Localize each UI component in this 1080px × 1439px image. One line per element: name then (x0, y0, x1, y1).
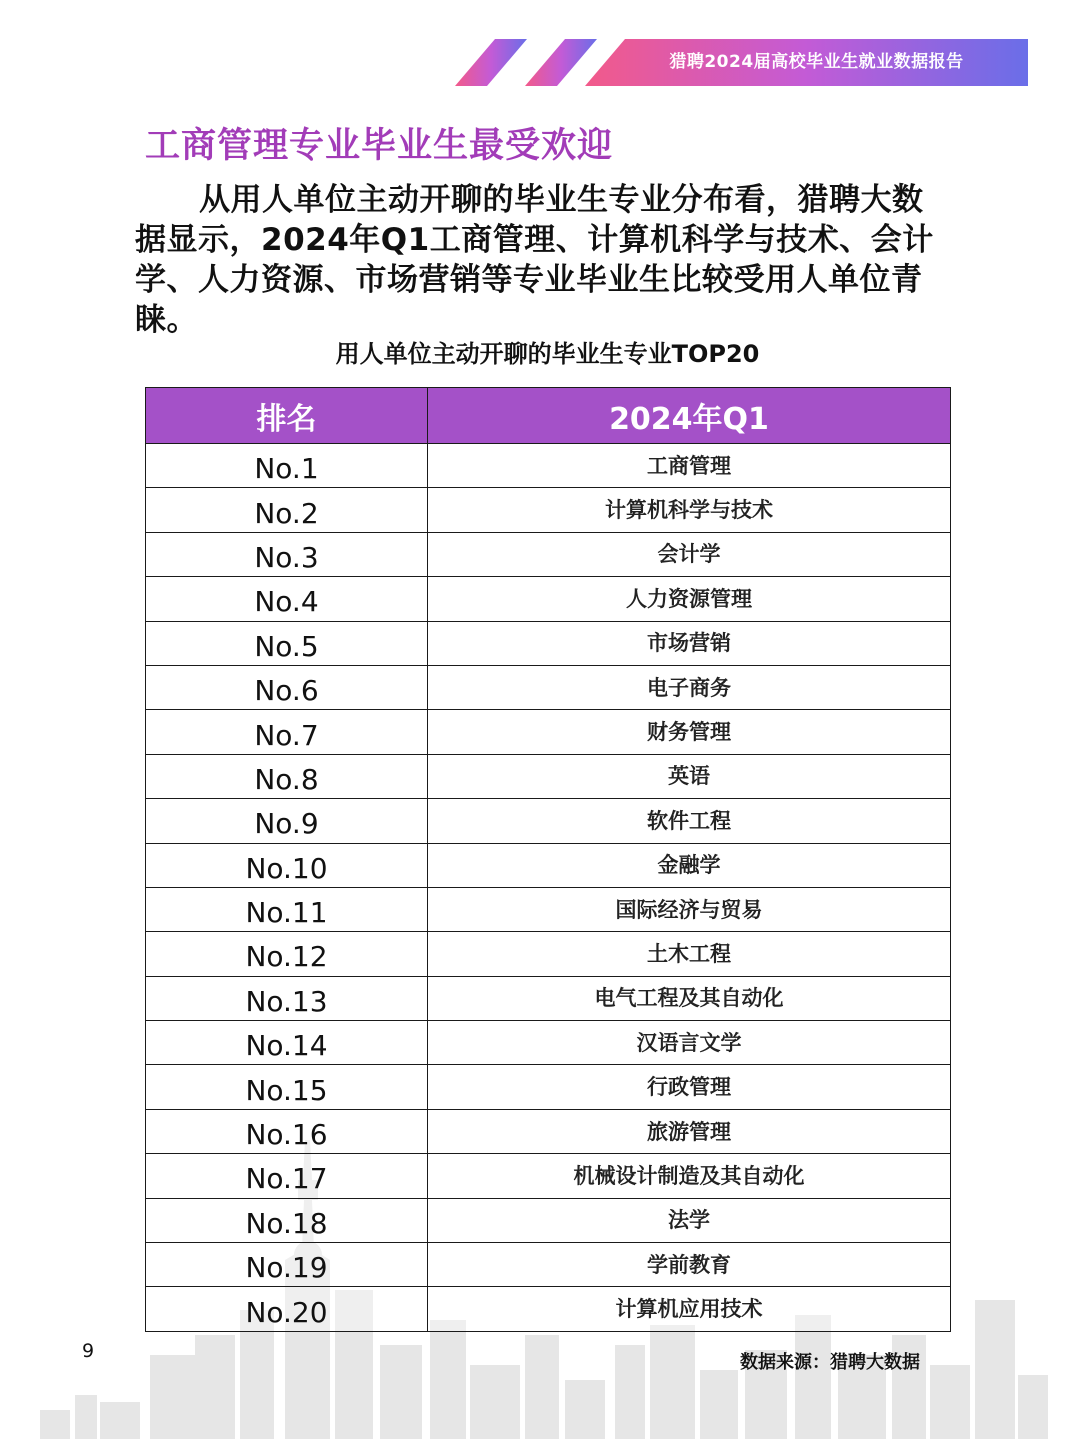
table-row (146, 1287, 951, 1331)
data-source: 数据来源：猎聘大数据 (740, 1352, 920, 1373)
rank-cell: No.3 (146, 532, 428, 576)
table-body (146, 444, 951, 1332)
major-cell: 汉语言文学 (428, 1021, 951, 1065)
report-header-banner (455, 39, 1028, 86)
table-row (146, 932, 951, 976)
rank-cell: No.19 (146, 1243, 428, 1287)
rank-cell: No.11 (146, 887, 428, 931)
table-row (146, 1021, 951, 1065)
rank-cell: No.5 (146, 621, 428, 665)
major-cell: 行政管理 (428, 1065, 951, 1109)
major-cell: 市场营销 (428, 621, 951, 665)
rank-cell: No.20 (146, 1287, 428, 1331)
major-cell: 机械设计制造及其自动化 (428, 1154, 951, 1198)
table-row (146, 799, 951, 843)
table-row (146, 488, 951, 532)
table-row (146, 577, 951, 621)
page-number: 9 (82, 1340, 95, 1362)
rank-cell: No.1 (146, 444, 428, 488)
rank-cell: No.8 (146, 754, 428, 798)
rank-cell: No.14 (146, 1021, 428, 1065)
rank-cell: No.15 (146, 1065, 428, 1109)
rank-cell: No.16 (146, 1109, 428, 1153)
major-cell: 计算机科学与技术 (428, 488, 951, 532)
report-title: 猎聘2024届高校毕业生就业数据报告 (669, 52, 964, 72)
table-row (146, 1154, 951, 1198)
table-title: 用人单位主动开聊的毕业生专业TOP20 (335, 340, 760, 368)
rank-cell: No.2 (146, 488, 428, 532)
major-cell: 人力资源管理 (428, 577, 951, 621)
major-cell: 电子商务 (428, 665, 951, 709)
table-row (146, 887, 951, 931)
rank-cell: No.9 (146, 799, 428, 843)
major-cell: 金融学 (428, 843, 951, 887)
major-cell: 法学 (428, 1198, 951, 1242)
major-cell: 土木工程 (428, 932, 951, 976)
rank-cell: No.12 (146, 932, 428, 976)
major-cell: 会计学 (428, 532, 951, 576)
major-cell: 软件工程 (428, 799, 951, 843)
rank-cell: No.7 (146, 710, 428, 754)
section-heading: 工商管理专业毕业生最受欢迎 (145, 126, 614, 166)
major-cell: 工商管理 (428, 444, 951, 488)
table-row (146, 444, 951, 488)
section-paragraph: 从用人单位主动开聊的毕业生专业分布看，猎聘大数据显示，2024年Q1工商管理、计算机科学与技术、会计学、人力资源、市场营销等专业毕业生比较受用人单位青睐。 (135, 182, 934, 338)
major-cell: 国际经济与贸易 (428, 887, 951, 931)
header-period: 2024年Q1 (428, 388, 951, 444)
major-cell: 财务管理 (428, 710, 951, 754)
table-row (146, 710, 951, 754)
table-row (146, 621, 951, 665)
rank-cell: No.4 (146, 577, 428, 621)
table-row (146, 1109, 951, 1153)
major-cell: 电气工程及其自动化 (428, 976, 951, 1020)
ranking-table (145, 387, 951, 1332)
table-row (146, 532, 951, 576)
rank-cell: No.13 (146, 976, 428, 1020)
rank-cell: No.6 (146, 665, 428, 709)
table-row (146, 1198, 951, 1242)
major-cell: 计算机应用技术 (428, 1287, 951, 1331)
rank-cell: No.18 (146, 1198, 428, 1242)
major-cell: 学前教育 (428, 1243, 951, 1287)
table-row (146, 754, 951, 798)
major-cell: 旅游管理 (428, 1109, 951, 1153)
table-row (146, 1065, 951, 1109)
table-row (146, 665, 951, 709)
rank-cell: No.10 (146, 843, 428, 887)
table-header-row (146, 388, 951, 444)
table-row (146, 976, 951, 1020)
major-cell: 英语 (428, 754, 951, 798)
table-row (146, 1243, 951, 1287)
header-rank: 排名 (146, 388, 428, 444)
table-row (146, 843, 951, 887)
rank-cell: No.17 (146, 1154, 428, 1198)
